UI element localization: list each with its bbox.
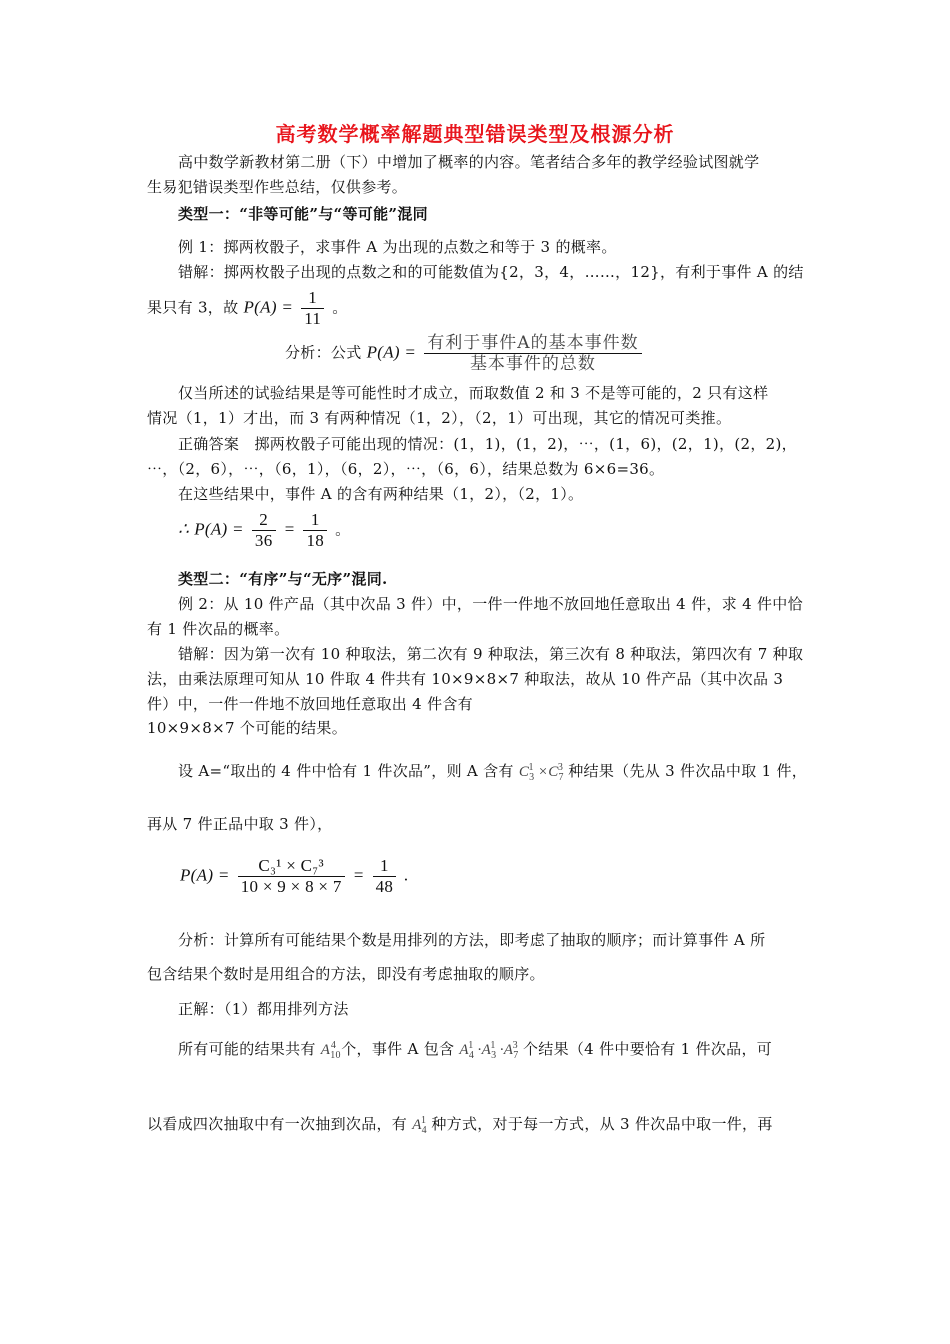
wrong-solution-2-line-1: 错解：因为第一次有 10 种取法，第二次有 9 种取法，第三次有 8 种取法，第四次有 7 种取 [178,645,804,663]
intro-line-2: 生易犯错误类型作些总结，仅供参考。 [147,178,408,196]
example-1: 例 1：掷两枚骰子，求事件 A 为出现的点数之和等于 3 的概率。 [178,238,617,256]
correct2-text-b: 个，事件 A 包含 [341,1040,455,1058]
wrong-solution-2-line-4: 10×9×8×7 个可能的结果。 [147,719,347,737]
result-1-equation [178,510,838,551]
correct-answer-1-line-3: 在这些结果中，事件 A 的含有两种结果（1，2），（2，1）。 [178,485,584,503]
correct-answer-1-line-2: ⋯，（2，6），⋯，（6，1），（6，2），⋯，（6，6），结果总数为 6×6=36。 [147,460,665,478]
correct2-text-e: 种方式，对于每一方式，从 3 件次品中取一件，再 [431,1115,773,1133]
wrong1-text: 果只有 3，故 [147,298,239,317]
type2-heading: 类型二：“有序”与“无序”混同. [178,570,388,588]
fraction-2-36 [252,510,276,551]
analysis-1-text-1: 仅当所述的试验结果是等可能性时才成立，而取数值 2 和 3 不是等可能的，2 只有这样 [178,384,769,402]
correct-answer-1-line-1: 正确答案 掷两枚骰子可能出现的情况：(1，1)，(1，2)，⋯，(1，6)，(2，1)，(2，2)， [178,435,797,453]
example-2-line-1: 例 2：从 10 件产品（其中次品 3 件）中，一件一件地不放回地任意取出 4 件，求 4 件中恰 [178,595,803,613]
permutation-a10-4: $A_{10}^4$ [320,1040,341,1061]
frac-denominator: 10 × 9 × 8 × 7 [240,877,342,896]
set-a-line [178,755,838,790]
set-a-text: 设 A=“取出的 4 件中恰有 1 件次品”，则 A 含有 [178,762,514,780]
frac-denominator: 36 [254,531,273,550]
fraction-1-48 [373,856,397,897]
formula-pa-3: P(A) = [194,519,244,539]
analysis-2-line-2: 包含结果个数时是用组合的方法，即没有考虑抽取的顺序。 [147,965,545,983]
type1-heading: 类型一：“非等可能”与“等可能”混同 [178,205,428,223]
intro-line-1: 高中数学新教材第二册（下）中增加了概率的内容。笔者结合多年的教学经验试图就学 [178,153,760,171]
set-a-line-2: 再从 7 件正品中取 3 件）， [147,815,333,833]
frac-numerator: C₃¹ × C₇³ [238,856,345,877]
frac-numerator: 1 [303,510,327,531]
wrong-solution-1-line-2 [147,288,807,329]
period: 。 [335,520,351,539]
fraction-1-11 [301,288,324,329]
formula-pa-2: P(A) = [366,342,417,362]
formula-pa: P(A) = [243,297,294,317]
period: . [404,865,409,885]
wrong-solution-2-line-2: 法，由乘法原理可知从 10 件取 4 件共有 10×9×8×7 种取法，故从 10 件产品（其中次品 3 [147,670,784,688]
correct-solution-2-heading: 正解：（1）都用排列方法 [178,1000,349,1018]
result-2-equation [180,856,840,897]
correct2-text-a: 所有可能的结果共有 [178,1040,316,1058]
combination-expression: $C_3^1 \times C_7^3$ [518,762,564,783]
document-title: 高考数学概率解题典型错误类型及根源分析 [275,122,675,146]
analysis-1-text-2: 情况（1，1）才出，而 3 有两种情况（1，2），（2，1）可出现，其它的情况可类推。 [147,409,732,427]
therefore-symbol: ∴ [178,519,190,539]
example-2-line-2: 有 1 件次品的概率。 [147,620,290,638]
fraction-1-18 [303,510,327,551]
frac-denominator: 18 [306,531,325,550]
set-a-text-2: 种结果（先从 3 件次品中取 1 件， [568,762,808,780]
correct2-text-d: 以看成四次抽取中有一次抽到次品，有 [147,1115,408,1133]
wrong1-period: 。 [332,298,348,317]
frac-denominator: 11 [304,309,322,328]
formula-numerator: 有利于事件A的基本事件数 [424,333,641,354]
frac-denominator: 48 [375,877,394,896]
correct2-text-c: 个结果（4 件中要恰有 1 件次品，可 [522,1040,773,1058]
formula-denominator: 基本事件的总数 [469,354,596,374]
correct-solution-2-line-2 [147,1108,807,1143]
equals-sign: = [283,519,296,539]
equals-sign: = [352,865,365,885]
frac-numerator: 1 [373,856,397,877]
correct-solution-2-line-1 [178,1033,838,1068]
permutation-product: $A_4^1 \cdot A_3^1 \cdot A_7^3$ [459,1040,519,1061]
analysis1-label: 分析：公式 [285,343,362,362]
analysis-2-line-1: 分析：计算所有可能结果个数是用排列的方法，即考虑了抽取的顺序；而计算事件 A 所 [178,931,766,949]
permutation-a4-1: $A_4^1$ [412,1115,427,1136]
formula-pa-4: P(A) = [180,865,230,885]
wrong-solution-1-line-1: 错解：掷两枚骰子出现的点数之和的可能数值为{2，3，4，……，12}，有利于事件 A 的结 [178,263,804,281]
analysis-1-formula [285,333,945,374]
frac-numerator: 2 [252,510,276,531]
probability-formula-fraction [424,333,641,374]
wrong-solution-2-line-3: 件）中，一件一件地不放回地任意取出 4 件含有 [147,695,473,713]
fraction-comb-over-product [238,856,345,897]
frac-numerator: 1 [301,288,324,309]
